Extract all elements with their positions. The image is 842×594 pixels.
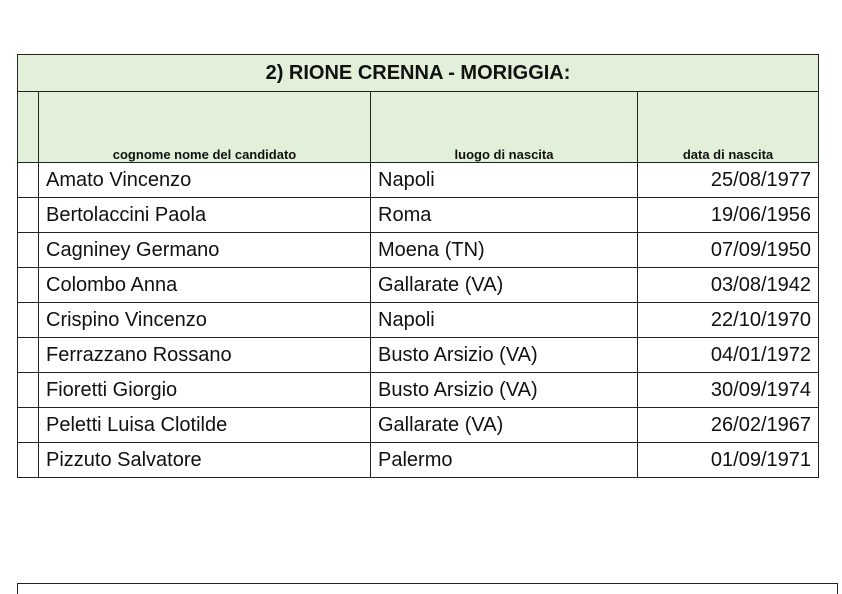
candidate-list-sheet [17, 54, 818, 478]
birth-place: Moena (TN) [371, 233, 638, 268]
birth-place: Palermo [371, 443, 638, 478]
birth-date: 25/08/1977 [638, 163, 819, 198]
birth-date: 30/09/1974 [638, 373, 819, 408]
table-row [18, 163, 819, 198]
birth-place: Roma [371, 198, 638, 233]
candidate-name: Amato Vincenzo [39, 163, 371, 198]
header-blank-cell [18, 92, 39, 163]
birth-place: Gallarate (VA) [371, 268, 638, 303]
header-name: cognome nome del candidato [39, 92, 371, 163]
header-place: luogo di nascita [371, 92, 638, 163]
title-row [18, 55, 819, 92]
row-blank-cell [18, 163, 39, 198]
row-blank-cell [18, 198, 39, 233]
birth-date: 04/01/1972 [638, 338, 819, 373]
next-table-top-border [17, 583, 838, 594]
row-blank-cell [18, 268, 39, 303]
table-row [18, 233, 819, 268]
table-row [18, 338, 819, 373]
row-blank-cell [18, 373, 39, 408]
candidate-name: Peletti Luisa Clotilde [39, 408, 371, 443]
candidate-name: Colombo Anna [39, 268, 371, 303]
row-blank-cell [18, 443, 39, 478]
candidate-name: Ferrazzano Rossano [39, 338, 371, 373]
header-date: data di nascita [638, 92, 819, 163]
birth-date: 03/08/1942 [638, 268, 819, 303]
row-blank-cell [18, 338, 39, 373]
header-row [18, 92, 819, 163]
birth-date: 01/09/1971 [638, 443, 819, 478]
candidate-name: Bertolaccini Paola [39, 198, 371, 233]
table-row [18, 198, 819, 233]
birth-date: 19/06/1956 [638, 198, 819, 233]
row-blank-cell [18, 233, 39, 268]
birth-place: Napoli [371, 303, 638, 338]
birth-place: Gallarate (VA) [371, 408, 638, 443]
birth-date: 07/09/1950 [638, 233, 819, 268]
row-blank-cell [18, 303, 39, 338]
candidate-name: Pizzuto Salvatore [39, 443, 371, 478]
table-row [18, 443, 819, 478]
candidate-name: Fioretti Giorgio [39, 373, 371, 408]
table-row [18, 268, 819, 303]
birth-date: 26/02/1967 [638, 408, 819, 443]
table-row [18, 373, 819, 408]
birth-place: Busto Arsizio (VA) [371, 373, 638, 408]
candidate-name: Cagniney Germano [39, 233, 371, 268]
table-title: 2) RIONE CRENNA - MORIGGIA: [18, 55, 819, 92]
table-row [18, 303, 819, 338]
birth-place: Busto Arsizio (VA) [371, 338, 638, 373]
candidates-table [17, 54, 819, 478]
birth-date: 22/10/1970 [638, 303, 819, 338]
table-row [18, 408, 819, 443]
birth-place: Napoli [371, 163, 638, 198]
row-blank-cell [18, 408, 39, 443]
candidate-name: Crispino Vincenzo [39, 303, 371, 338]
